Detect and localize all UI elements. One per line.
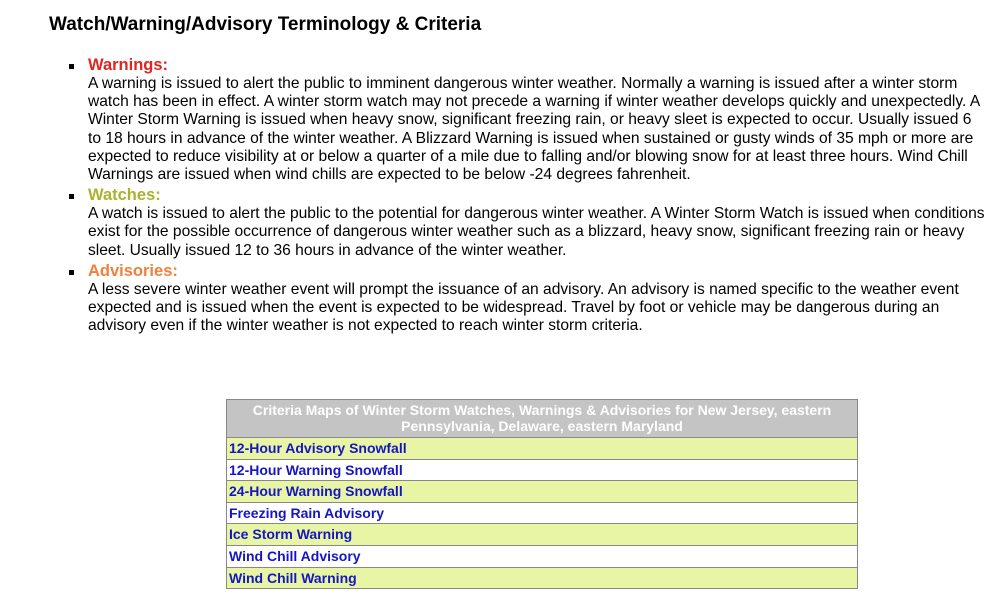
table-row <box>227 567 858 589</box>
watches-description: A watch is issued to alert the public to the potential for dangerous winter weather. A Winter Storm Watch is issued when conditions exist for the possible occurrence of dangerous winter weather such as a blizzard, heavy snow, significant freezing rain or heavy sleet. Usually issued 12 to 36 hours in advance of the winter weather. <box>88 205 985 259</box>
table-header: Criteria Maps of Winter Storm Watches, Warnings & Advisories for New Jersey, eastern Pennsylvania, Delaware, eastern Maryland <box>227 400 858 438</box>
table-row <box>227 481 858 503</box>
table-header-row <box>227 400 858 438</box>
bullet-icon <box>69 194 74 199</box>
criteria-maps-table <box>226 399 858 589</box>
list-item-warnings <box>88 56 988 184</box>
table-row <box>227 502 858 524</box>
table-row <box>227 524 858 546</box>
table-row <box>227 438 858 460</box>
page-title: Watch/Warning/Advisory Terminology & Criteria <box>49 14 482 35</box>
warnings-description: A warning is issued to alert the public to imminent dangerous winter weather. Normally a warning is issued after a winter storm watch has been in effect. A winter storm watch may not precede a warning if winter weather develops quickly and unexpectedly. A Winter Storm Warning is issued when heavy snow, significant freezing rain, or heavy sleet is expected to occur. Usually issued 6 to 18 hours in advance of the winter weather. A Blizzard Warning is issued when sustained or gusty winds of 35 mph or more are expected to reduce visibility at or below a quarter of a mile due to falling and/or blowing snow for at least three hours. Wind Chill Warnings are issued when wind chills are expected to be below -24 degrees fahrenheit. <box>88 75 980 184</box>
link-ice-storm-warning[interactable]: Ice Storm Warning <box>227 524 858 546</box>
advisories-heading: Advisories: <box>88 261 178 280</box>
terms-list <box>88 56 988 337</box>
bullet-icon <box>69 270 74 275</box>
link-wind-chill-advisory[interactable]: Wind Chill Advisory <box>227 545 858 567</box>
warnings-heading: Warnings: <box>88 56 169 74</box>
list-item-watches <box>88 186 988 260</box>
advisories-description: A less severe winter weather event will prompt the issuance of an advisory. An advisory is named specific to the weather event expected and is issued when the event is expected to be widespread. Travel by foot or vehicle may be dangerous during an advisory even if the winter weather is not expected to reach winter storm criteria. <box>88 280 959 335</box>
link-12-hour-warning-snowfall[interactable]: 12-Hour Warning Snowfall <box>227 459 858 481</box>
list-item-advisories <box>88 262 988 336</box>
table-row <box>227 545 858 567</box>
bullet-icon <box>69 64 74 69</box>
link-12-hour-advisory-snowfall[interactable]: 12-Hour Advisory Snowfall <box>227 438 858 460</box>
link-wind-chill-warning[interactable]: Wind Chill Warning <box>227 567 858 589</box>
link-freezing-rain-advisory[interactable]: Freezing Rain Advisory <box>227 502 858 524</box>
link-24-hour-warning-snowfall[interactable]: 24-Hour Warning Snowfall <box>227 481 858 503</box>
table-row <box>227 459 858 481</box>
watches-heading: Watches: <box>88 186 161 205</box>
